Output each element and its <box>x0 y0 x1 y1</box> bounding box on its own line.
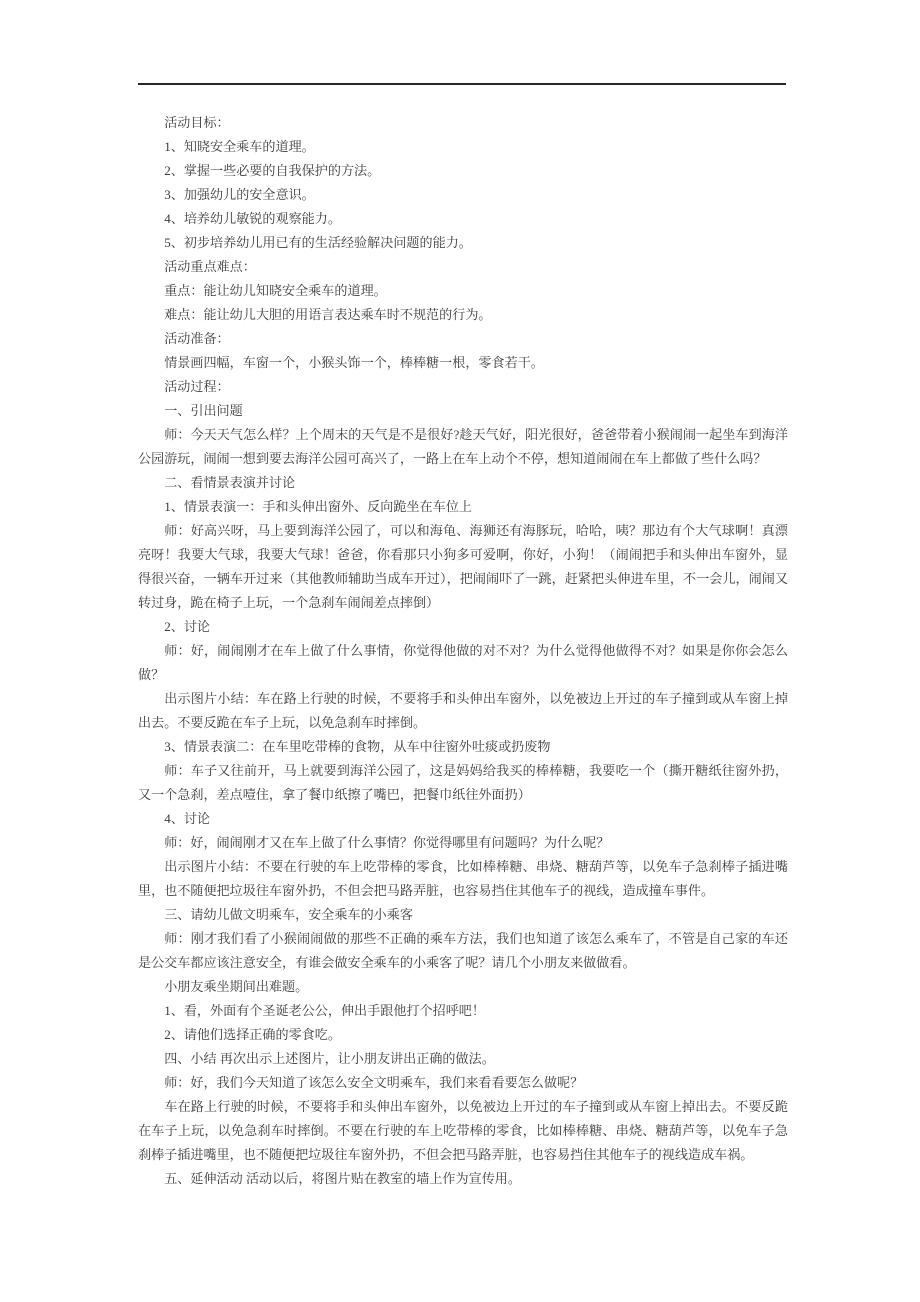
heading-process: 活动过程： <box>164 379 230 394</box>
scene-1-title: 1、情景表演一：手和头伸出窗外、反向跪坐在车位上 <box>164 499 472 514</box>
challenge-intro: 小朋友乘坐期间出难题。 <box>164 979 309 994</box>
goal-item-4: 4、培养幼儿敏锐的观察能力。 <box>164 211 341 226</box>
goal-item-1: 1、知晓安全乘车的道理。 <box>164 139 315 154</box>
scene-2-title: 3、情景表演二：在车里吃带棒的食物，从车中往窗外吐痰或扔废物 <box>164 739 551 754</box>
step-5-extension: 五、延伸活动 活动以后，将图片贴在教室的墙上作为宣传用。 <box>164 1171 521 1186</box>
step-2-heading: 二、看情景表演并讨论 <box>164 475 296 490</box>
goal-item-3: 3、加强幼儿的安全意识。 <box>164 187 315 202</box>
step-4-heading: 四、小结 再次出示上述图片，让小朋友讲出正确的做法。 <box>164 1051 495 1066</box>
scene-1-script: 师：好高兴呀，马上要到海洋公园了，可以和海龟、海狮还有海豚玩，哈哈，咦？那边有个大气球啊！真漂亮呀！我要大气球，我要大气球！爸爸，你看那只小狗多可爱啊，你好，小狗！（闹闹把手和头伸出车窗外，显得很兴奋，一辆车开过来（其他教师辅助当成车开过），把闹闹吓了一跳，赶紧把头伸进车里，不一会儿，闹闹又转过身，跪在椅子上玩，一个急刹车闹闹差点摔倒） <box>138 523 788 610</box>
picture-summary-1: 出示图片小结：车在路上行驶的时候，不要将手和头伸出车窗外，以免被边上开过的车子撞到或从车窗上掉出去。不要反跪在车子上玩，以免急刹车时摔倒。 <box>138 691 788 730</box>
picture-summary-2: 出示图片小结：不要在行驶的车上吃带棒的零食，比如棒棒糖、串烧、糖葫芦等，以免车子急刹棒子插进嘴里，也不随便把垃圾往车窗外扔，不但会把马路弄脏，也容易挡住其他车子的视线，造成撞车事件。 <box>138 859 788 898</box>
difficult-point: 难点：能让幼儿大胆的用语言表达乘车时不规范的行为。 <box>164 307 492 322</box>
discussion-2-question: 师：好，闹闹刚才又在车上做了什么事情？你觉得哪里有问题吗？为什么呢？ <box>164 835 610 850</box>
header-rule-divider <box>138 83 786 85</box>
challenge-item-1: 1、看，外面有个圣诞老公公，伸出手跟他打个招呼吧！ <box>164 1003 485 1018</box>
scene-2-script: 师：车子又往前开，马上就要到海洋公园了，这是妈妈给我买的棒棒糖，我要吃一个（撕开糖纸往窗外扔，又一个急刹，差点噎住，拿了餐巾纸擦了嘴巴，把餐巾纸往外面扔） <box>138 763 788 802</box>
final-summary: 车在路上行驶的时候，不要将手和头伸出车窗外，以免被边上开过的车子撞到或从车窗上掉出去。不要反跪在车子上玩，以免急刹车时摔倒。不要在行驶的车上吃带棒的零食，比如棒棒糖、串烧、糖葫芦等，以免车子急刹棒子插进嘴里，也不随便把垃圾往车窗外扔，不但会把马路弄脏，也容易挡住其他车子的视线造成车祸。 <box>138 1099 788 1162</box>
document-body <box>138 111 788 1191</box>
step-1-heading: 一、引出问题 <box>164 403 243 418</box>
step-3-heading: 三、请幼儿做文明乘车，安全乘车的小乘客 <box>164 907 413 922</box>
discussion-2-heading: 4、讨论 <box>164 811 211 826</box>
step-4-teacher: 师：好，我们今天知道了该怎么安全文明乘车，我们来看看要怎么做呢？ <box>164 1075 584 1090</box>
heading-preparation: 活动准备： <box>164 331 230 346</box>
heading-activity-goals: 活动目标： <box>164 115 230 130</box>
goal-item-5: 5、初步培养幼儿用已有的生活经验解决问题的能力。 <box>164 235 472 250</box>
discussion-1-question: 师：好，闹闹刚才在车上做了什么事情，你觉得他做的对不对？为什么觉得他做得不对？如果是你你会怎么做？ <box>138 643 788 682</box>
step-3-teacher: 师：刚才我们看了小猴闹闹做的那些不正确的乘车方法，我们也知道了该怎么乘车了，不管是自己家的车还是公交车都应该注意安全，有谁会做安全乘车的小乘客了呢？请几个小朋友来做做看。 <box>138 931 788 970</box>
key-point: 重点：能让幼儿知晓安全乘车的道理。 <box>164 283 387 298</box>
step-1-teacher-intro: 师：今天天气怎么样？上个周末的天气是不是很好?趁天气好，阳光很好，爸爸带着小猴闹闹一起坐车到海洋公园游玩，闹闹一想到要去海洋公园可高兴了，一路上在车上动个不停，想知道闹闹在车上都做了些什么吗？ <box>138 427 788 466</box>
preparation-items: 情景画四幅，车窗一个，小猴头饰一个，棒棒糖一根，零食若干。 <box>164 355 544 370</box>
heading-key-points: 活动重点难点： <box>164 259 256 274</box>
goal-item-2: 2、掌握一些必要的自我保护的方法。 <box>164 163 381 178</box>
challenge-item-2: 2、请他们选择正确的零食吃。 <box>164 1027 341 1042</box>
discussion-1-heading: 2、讨论 <box>164 619 211 634</box>
